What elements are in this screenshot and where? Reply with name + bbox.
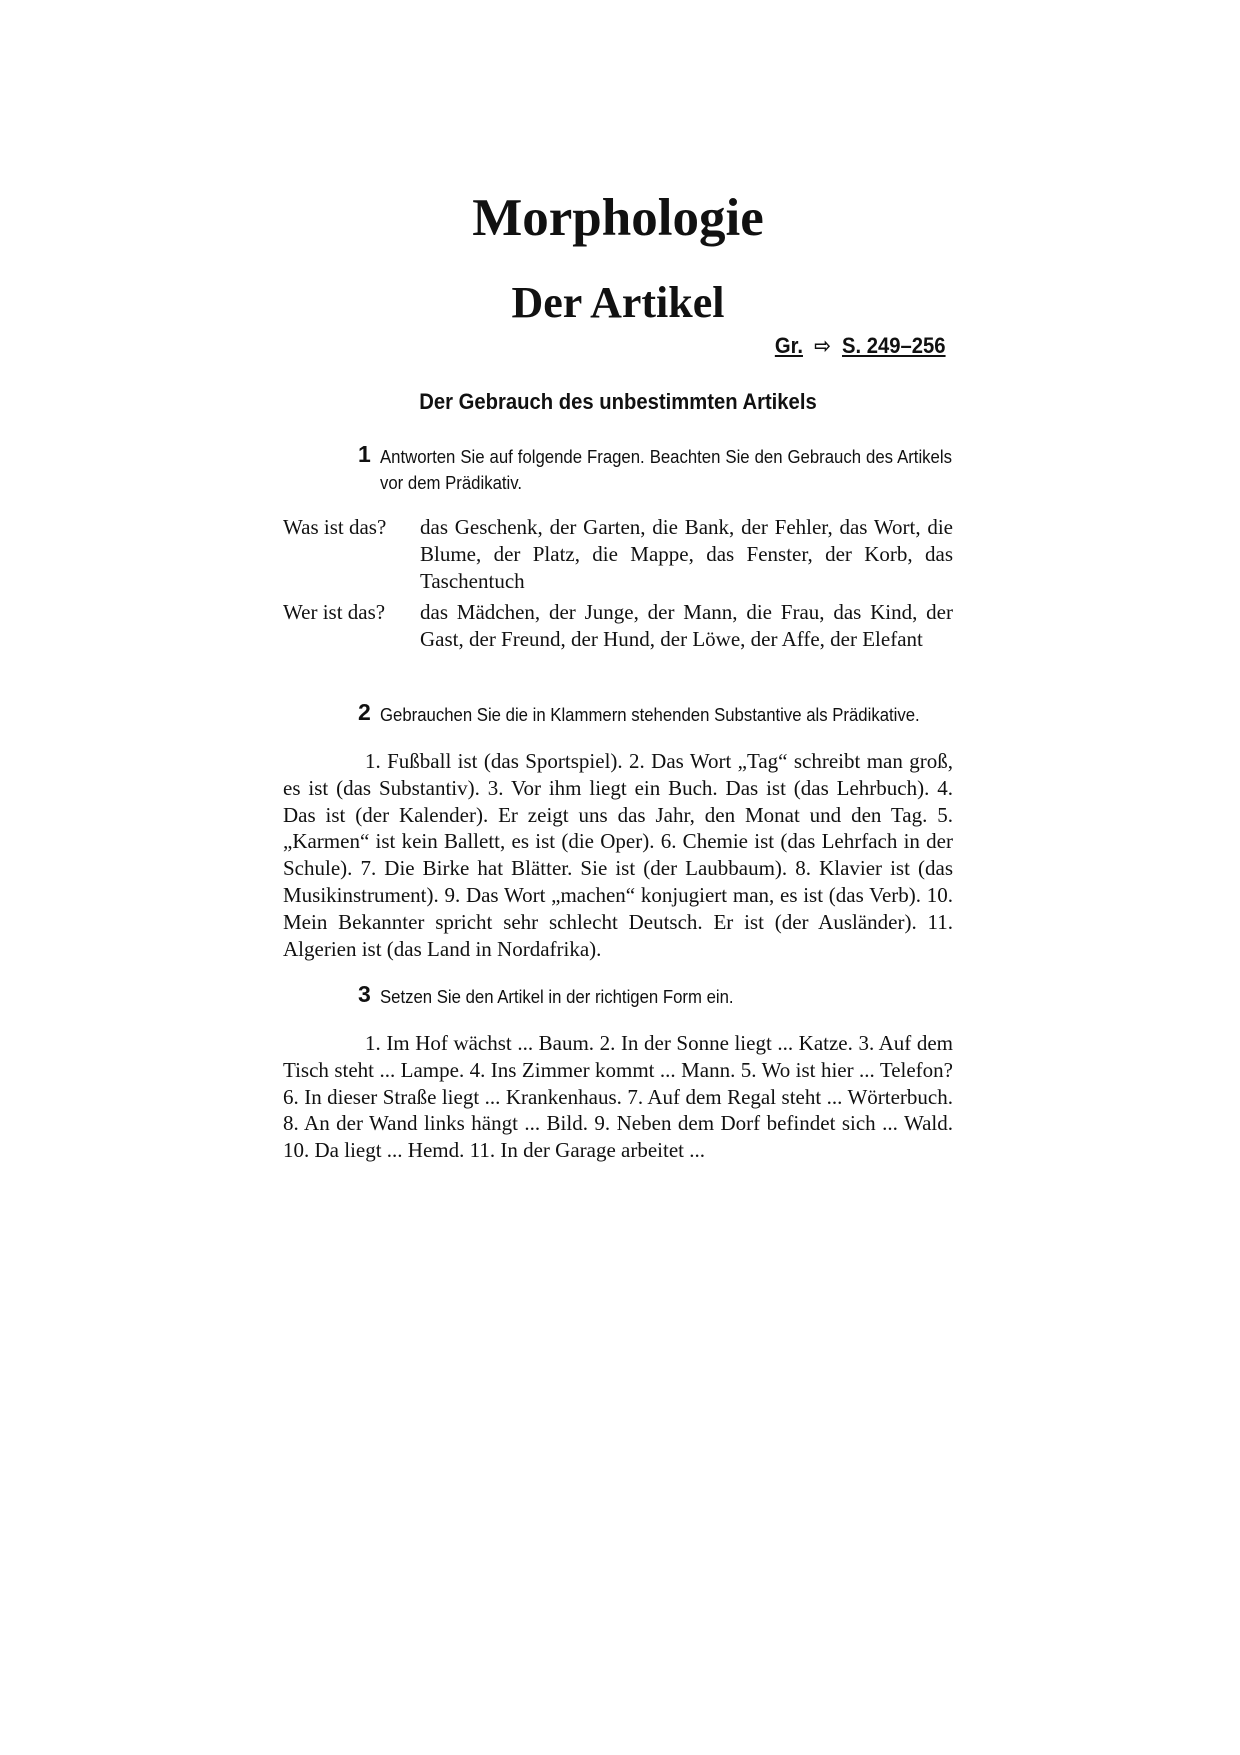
- exercise-3-header: [358, 981, 952, 1010]
- exercise-1-header: [358, 441, 952, 496]
- answer-list: das Geschenk, der Garten, die Bank, der Fehler, das Wort, die Blume, der Platz, die Mappe, das Fenster, der Korb, das Taschentuch: [420, 515, 953, 593]
- question: Wer ist das?: [283, 600, 386, 624]
- exercise-instruction: Setzen Sie den Artikel in der richtigen Form ein.: [380, 987, 734, 1007]
- exercise-instruction: Antworten Sie auf folgende Fragen. Beachten Sie den Gebrauch des Artikels vor dem Prädikativ.: [380, 447, 952, 493]
- exercise-2-header: [358, 699, 952, 728]
- arrow-right-icon: ⇨: [814, 333, 832, 358]
- exercise-number: 3: [358, 981, 371, 1007]
- answer-list: das Mädchen, der Junge, der Mann, die Frau, das Kind, der Gast, der Freund, der Hund, der Löwe, der Affe, der Elefant: [420, 600, 953, 651]
- page-title: Morphologie: [472, 189, 764, 247]
- question: Was ist das?: [283, 515, 387, 539]
- reference-pages: S. 249–256: [842, 333, 946, 358]
- reference-prefix: Gr.: [775, 333, 804, 358]
- exercise-2-text: 1. Fußball ist (das Sportspiel). 2. Das Wort „Tag“ schreibt man groß, es ist (das Substantiv). 3. Vor ihm liegt ein Buch. Das ist (das Lehrbuch). 4. Das ist (der Kalender). Er zeigt uns das Jahr, den Monat und den Tag. 5. „Karmen“ ist kein Ballett, es ist (die Oper). 6. Chemie ist (das Lehrfach in der Schule). 7. Die Birke hat Blätter. Sie ist (der Laubbaum). 8. Klavier ist (das Musikinstrument). 9. Das Wort „machen“ konjugiert man, es ist (das Verb). 10. Mein Bekannter spricht sehr schlecht Deutsch. Er ist (der Ausländer). 11. Algerien ist (das Land in Nordafrika).: [283, 749, 953, 961]
- exercise-number: 2: [358, 699, 371, 725]
- exercise-number: 1: [358, 441, 371, 467]
- section-heading: Der Gebrauch des unbestimmten Artikels: [419, 389, 817, 414]
- exercise-instruction: Gebrauchen Sie die in Klammern stehenden Substantive als Prädikative.: [380, 705, 920, 725]
- question-answer-item: [283, 599, 953, 653]
- page-subtitle: Der Artikel: [511, 278, 725, 327]
- exercise-3-text: 1. Im Hof wächst ... Baum. 2. In der Sonne liegt ... Katze. 3. Auf dem Tisch steht ... Lampe. 4. Ins Zimmer kommt ... Mann. 5. Wo ist hier ... Telefon? 6. In dieser Straße liegt ... Krankenhaus. 7. Auf dem Regal steht ... Wörterbuch. 8. An der Wand links hängt ... Bild. 9. Neben dem Dorf befindet sich ... Wald. 10. Da liegt ... Hemd. 11. In der Garage arbeitet ...: [283, 1031, 953, 1163]
- question-answer-item: [283, 514, 953, 595]
- grammar-reference: [775, 332, 946, 360]
